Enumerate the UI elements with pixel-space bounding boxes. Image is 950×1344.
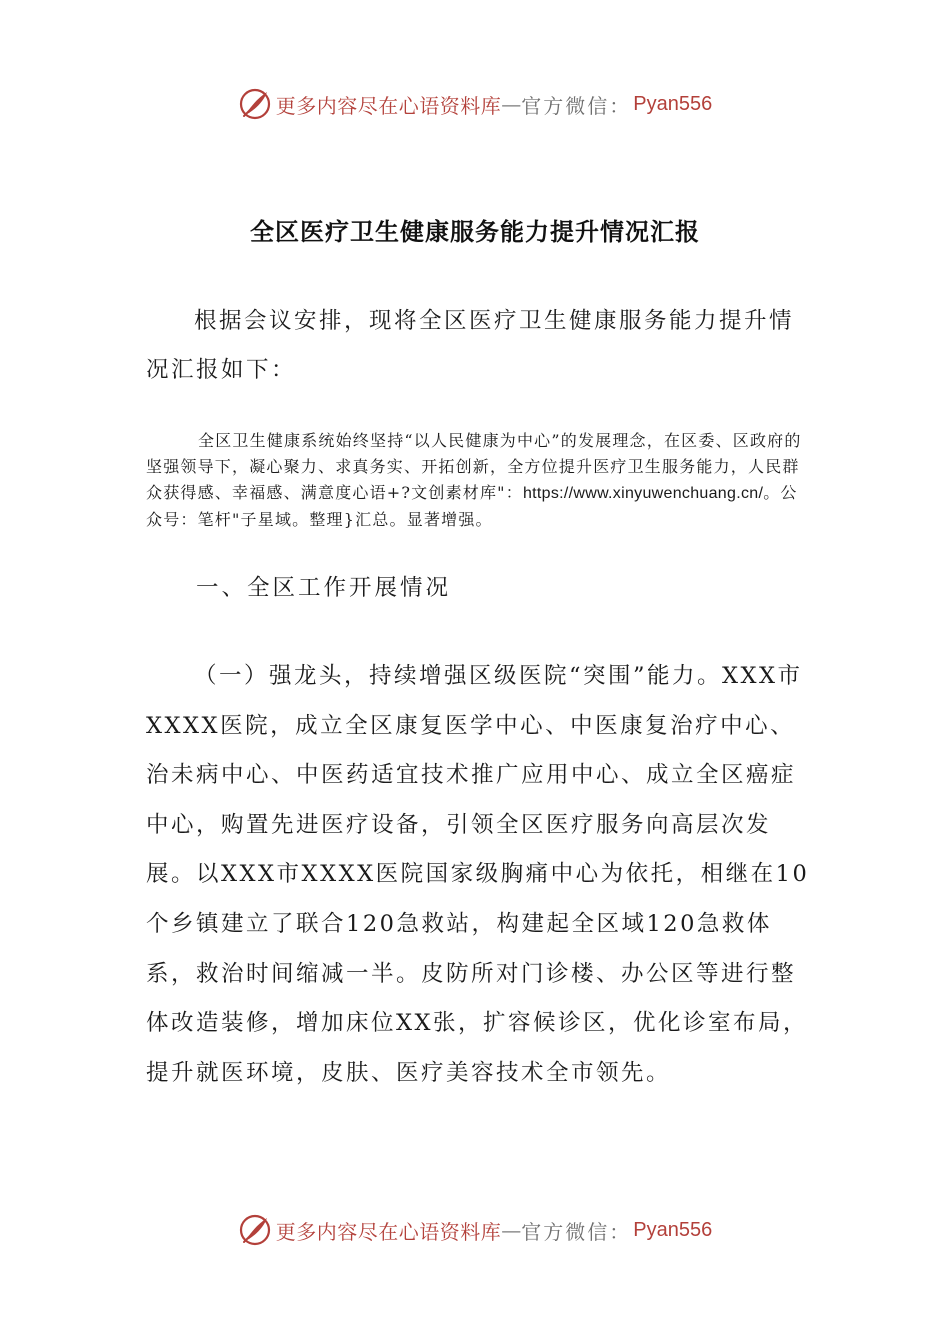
- banner-main-text: 更多内容尽在心语资料库: [275, 93, 502, 118]
- section-paragraph: （一）强龙头，持续增强区级医院“突围”能力。XXX市XXXX医院，成立全区康复医学中心、中医康复治疗中心、治未病中心、中医药适宜技术推广应用中心、成立全区癌症中心，购置先进医疗设备，引领全区医疗服务向高层次发展。以XXX市XXXX医院国家级胸痛中心为依托，相继在10个乡镇建立了联合120急救站，构建起全区域120急救体系，救治时间缩减一半。皮防所对门诊楼、办公区等进行整体改造装修，增加床位XX张，扩容候诊区，优化诊室布局，提升就医环境，皮肤、医疗美容技术全市领先。: [146, 663, 810, 1086]
- quill-pen-logo-icon: [238, 87, 272, 121]
- banner-dash: —: [501, 92, 522, 116]
- small-paragraph-text-2: 。公众号：笔杆"子星域。整理}汇总。显著增强。: [146, 483, 798, 529]
- document-title: 全区医疗卫生健康服务能力提升情况汇报: [250, 218, 700, 246]
- quill-pen-logo-icon: [238, 1213, 272, 1247]
- intro-paragraph: 根据会议安排，现将全区医疗卫生健康服务能力提升情况汇报如下：: [146, 308, 795, 383]
- banner-sub-text: 官方微信：: [521, 1219, 632, 1244]
- small-paragraph-url: https://www.xinyuwenchuang.cn/: [522, 485, 764, 502]
- small-paragraph: [146, 428, 812, 533]
- header-watermark-banner: [0, 82, 950, 126]
- banner-wechat-id: Pyan556: [633, 92, 713, 115]
- small-paragraph-text-1: 全区卫生健康系统始终坚持“以人民健康为中心”的发展理念，在区委、区政府的坚强领导下，凝心聚力、求真务实、开拓创新，全方位提升医疗卫生服务能力，人民群众获得感、幸福感、满意度心语+?文创素材库"：: [146, 431, 802, 502]
- banner-wechat-id: Pyan556: [633, 1218, 713, 1241]
- banner-dash: —: [501, 1218, 522, 1242]
- footer-watermark-banner: [0, 1208, 950, 1252]
- banner-sub-text: 官方微信：: [521, 93, 632, 118]
- section-heading: 一、全区工作开展情况: [196, 575, 452, 601]
- banner-main-text: 更多内容尽在心语资料库: [275, 1219, 502, 1244]
